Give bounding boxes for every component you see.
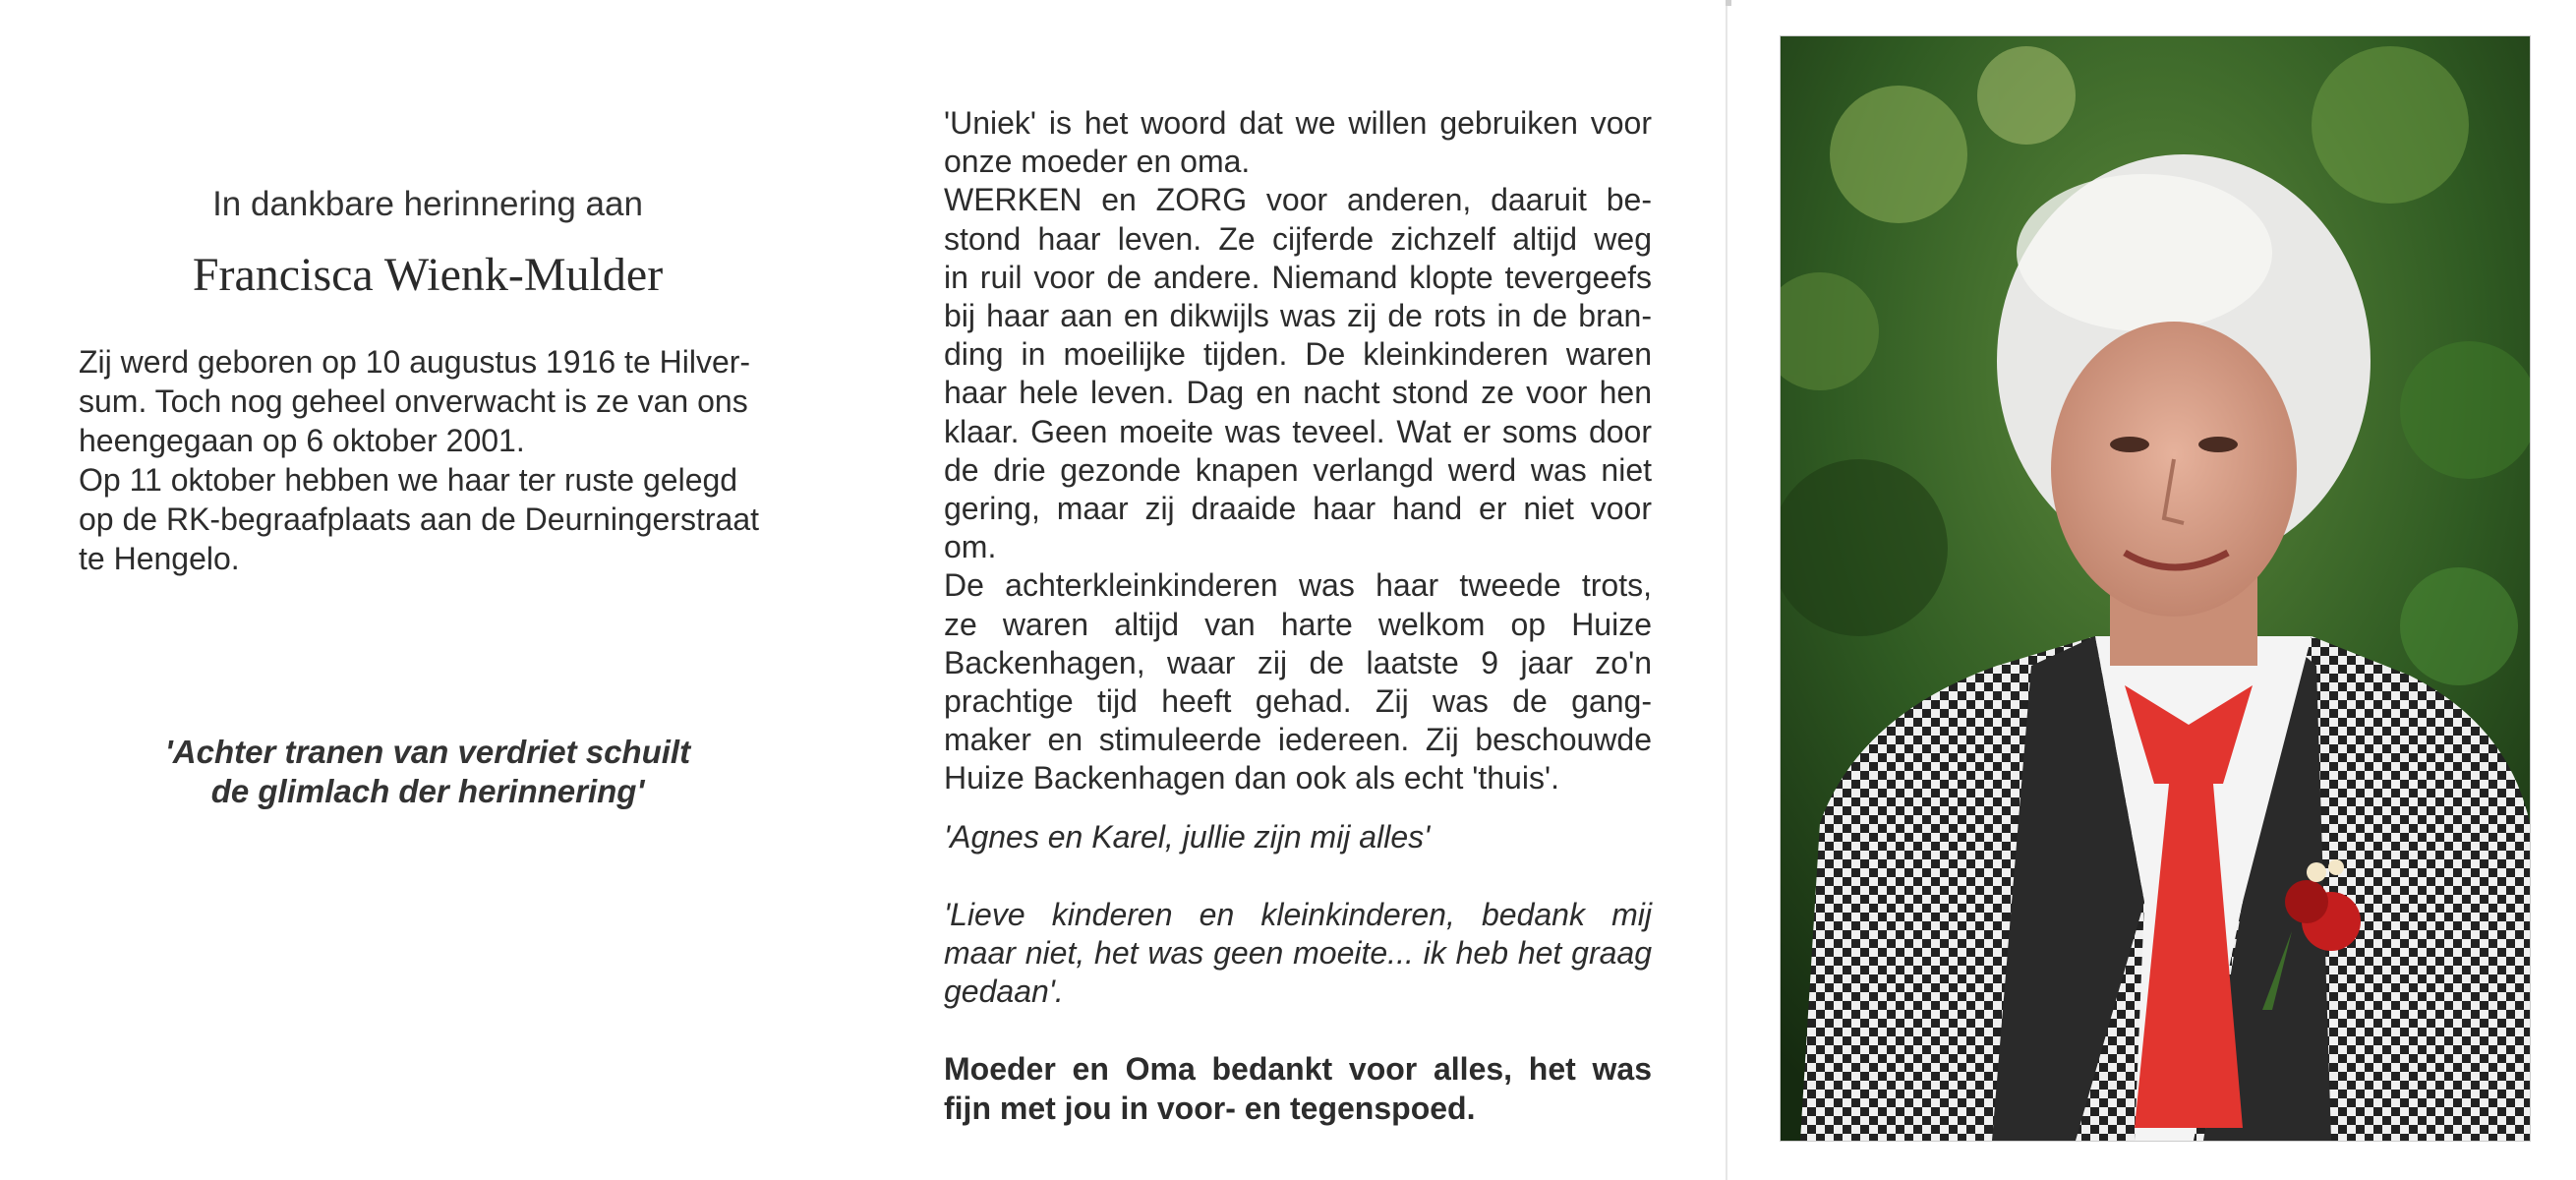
tribute-line: om.	[944, 529, 997, 565]
intro-heading: In dankbare herinnering aan	[212, 185, 643, 223]
spacer	[944, 1011, 1652, 1050]
spacer	[944, 798, 1652, 818]
tribute-line: stond haar leven. Ze cijferde zichzelf altijd weg	[944, 220, 1652, 257]
biography-text	[79, 342, 782, 578]
bio-line: te Hengelo.	[79, 541, 240, 576]
bio-line: heengegaan op 6 oktober 2001.	[79, 423, 525, 458]
portrait-illustration	[1781, 36, 2530, 1141]
bio-line: sum. Toch nog geheel onverwacht is ze van ons	[79, 384, 748, 419]
tribute-line: ding in moeilijke tijden. De kleinkinderen waren	[944, 336, 1652, 373]
quote-agnes-karel: 'Agnes en Karel, jullie zijn mij alles'	[944, 818, 1431, 855]
quote-children-line: maar niet, het was geen moeite... ik heb het graag	[944, 935, 1652, 972]
tribute-line: ze waren altijd van harte welkom op Huize	[944, 606, 1652, 642]
quote-children-line: 'Lieve kinderen en kleinkinderen, bedank mij	[944, 896, 1652, 932]
card-fold-line	[1726, 0, 1727, 1180]
tribute-line: De achterkleinkinderen was haar tweede trots,	[944, 567, 1652, 604]
tribute-line: WERKEN en ZORG voor anderen, daaruit be-	[944, 182, 1652, 218]
right-eye	[2198, 437, 2238, 452]
closing-line: Moeder en Oma bedankt voor alles, het was	[944, 1051, 1652, 1088]
tribute-line: gering, maar zij draaide haar hand er niet voor	[944, 491, 1652, 527]
tribute-line: haar hele leven. Dag en nacht stond ze voor hen	[944, 375, 1652, 411]
tribute-line: klaar. Geen moeite was teveel. Wat er soms door	[944, 413, 1652, 449]
bio-line: Op 11 oktober hebben we haar ter ruste gelegd	[79, 462, 738, 498]
tribute-line: Huize Backenhagen dan ook als echt 'thuis'.	[944, 760, 1559, 796]
tribute-line: prachtige tijd heeft gehad. Zij was de gang-	[944, 683, 1652, 720]
bio-line: Zij werd geboren op 10 augustus 1916 te Hilver-	[79, 344, 751, 380]
spacer	[944, 856, 1652, 896]
tribute-text	[944, 104, 1652, 1128]
tribute-line: Backenhagen, waar zij de laatste 9 jaar zo'n	[944, 644, 1652, 680]
tribute-line: de drie gezonde knapen verlangd werd was niet	[944, 451, 1652, 488]
deceased-name: Francisca Wienk-Mulder	[192, 249, 664, 301]
hair-highlight	[2017, 174, 2272, 331]
crop-mark	[1726, 0, 1731, 6]
quote-line: 'Achter tranen van verdriet schuilt	[164, 734, 691, 770]
tribute-line: in ruil voor de andere. Niemand klopte tevergeefs	[944, 259, 1652, 295]
bio-line: op de RK-begraafplaats aan de Deurningerstraat	[79, 502, 759, 537]
tribute-line: 'Uniek' is het woord dat we willen gebruiken voor	[944, 105, 1652, 141]
closing-line: fijn met jou in voor- en tegenspoed.	[944, 1090, 1476, 1126]
tribute-line: onze moeder en oma.	[944, 144, 1251, 180]
left-eye	[2110, 437, 2149, 452]
quote-line: de glimlach der herinnering'	[210, 773, 645, 809]
tribute-line: maker en stimuleerde iedereen. Zij beschouwde	[944, 722, 1652, 758]
memorial-quote	[0, 733, 855, 811]
tribute-line: bij haar aan en dikwijls was zij de rots in de bran-	[944, 298, 1652, 334]
portrait-photo	[1780, 35, 2531, 1142]
quote-children-line: gedaan'.	[944, 974, 1064, 1010]
